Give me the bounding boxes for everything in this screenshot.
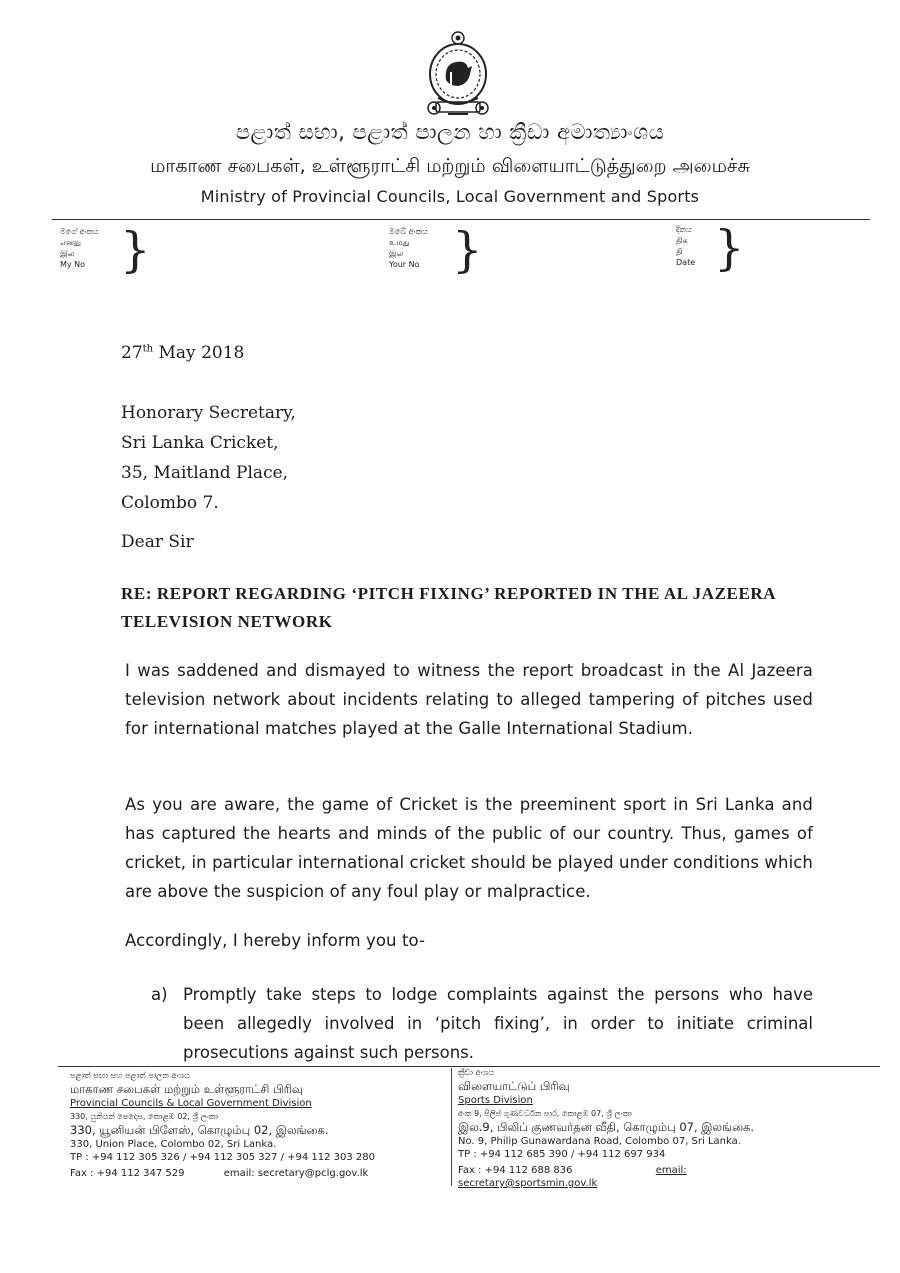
paragraph: Accordingly, I hereby inform you to- [125, 931, 426, 950]
paragraph: As you are aware, the game of Cricket is the preeminent sport in Sri Lanka and has captured the hearts and minds of the public of our country. Thus, games of cricket, in particular international cricket should be played under conditions which are above the suspicion of any foul play or malpractice. [125, 795, 813, 901]
header-rule [52, 219, 870, 220]
footer-left-head: පළාත් සභා සහ පළාත් පාලන අංශය [70, 1071, 190, 1080]
subject-line: RE: REPORT REGARDING ‘PITCH FIXING’ REPORTED IN THE AL JAZEERA TELEVISION NETWORK [121, 584, 776, 631]
ministry-title-tamil: மாகாண சபைகள், உள்ளூராட்சி மற்றும் விளையாட்டுத்துறை அமைச்சு [150, 155, 750, 177]
footer-left-addr-tamil: 330, யூனியன் பிளேஸ், கொழும்பு 02, இலங்கை. [70, 1123, 329, 1137]
footer-right-email[interactable]: email: secretary@sportsmin.gov.lk [458, 1165, 687, 1189]
paragraph: I was saddened and dismayed to witness the report broadcast in the Al Jazeera television network about incidents relating to alleged tampering of pitches used for international matches played at the Galle International Stadium. [125, 661, 813, 738]
footer-right-addr-english: No. 9, Philip Gunawardana Road, Colombo 07, Sri Lanka. [458, 1136, 741, 1147]
your-no-labels: ඔබේ අංකය உமது இல Your No [389, 227, 428, 269]
addressee-block [121, 398, 296, 518]
addressee-line: 35, Maitland Place, [121, 463, 289, 483]
my-no-brace: } [120, 222, 151, 278]
ministry-title-english: Ministry of Provincial Councils, Local Government and Sports [200, 187, 700, 206]
footer-right-head: ක්‍රීඩා අංශය [458, 1068, 495, 1077]
footer-left-addr-sinhala: 330, යුනියන් පෙදෙස, කොළඹ 02, ශ්‍රී ලංකා [70, 1112, 219, 1121]
footer-left-addr-english: 330, Union Place, Colombo 02, Sri Lanka. [70, 1139, 277, 1150]
addressee-line: Sri Lanka Cricket, [121, 433, 279, 453]
footer-right-name-english: Sports Division [458, 1095, 533, 1106]
footer-right-addr-tamil: இல.9, பிலிப் குணவர்தன வீதி, கொழும்பு 07, இலங்கை. [458, 1120, 754, 1134]
your-no-brace: } [452, 222, 483, 278]
salutation: Dear Sir [121, 532, 194, 552]
footer-right-tp: TP : +94 112 685 390 / +94 112 697 934 [458, 1149, 666, 1160]
ministry-title-sinhala: පළාත් සභා, පළාත් පාලන හා ක්‍රීඩා අමාත්‍යාංශය [235, 120, 665, 144]
my-no-labels: මගේ අංකය எனது இல My No [60, 227, 99, 269]
footer-right [458, 1066, 828, 1190]
addressee-line: Colombo 7. [121, 493, 219, 513]
list-item-text: Promptly take steps to lodge complaints against the persons who have been allegedly involved in ‘pitch fixing’, in order to initiate criminal prosecutions against such persons. [183, 985, 813, 1062]
addressee-line: Honorary Secretary, [121, 403, 296, 423]
footer-right-addr-sinhala: අංක 9, පිලිප් ගුණවර්ධන පාර, කොළඹ 07, ශ්‍රී ලංකා [458, 1109, 632, 1118]
footer-left-fax: Fax : +94 112 347 529 [70, 1168, 185, 1179]
footer-left-email[interactable]: email: secretary@pclg.gov.lk [223, 1168, 369, 1179]
footer-left [70, 1069, 445, 1180]
date-labels: දිනය திக தி Date [676, 225, 696, 267]
date-brace: } [714, 220, 745, 276]
footer-right-name-tamil: விளையாட்டுப் பிரிவு [458, 1079, 570, 1093]
footer-left-name-tamil: மாகாண சபைகள் மற்றும் உள்ளூராட்சி பிரிவு [70, 1082, 303, 1096]
footer-right-fax: Fax : +94 112 688 836 [458, 1165, 573, 1176]
letter-date: 27th May 2018 [121, 343, 245, 363]
footer-left-tp: TP : +94 112 305 326 / +94 112 305 327 / +94 112 303 280 [70, 1152, 376, 1163]
list-marker: a) [151, 985, 168, 1004]
sri-lanka-emblem [422, 28, 494, 120]
footer-left-name-english: Provincial Councils & Local Government Division [70, 1098, 312, 1109]
footer-divider [451, 1068, 452, 1186]
